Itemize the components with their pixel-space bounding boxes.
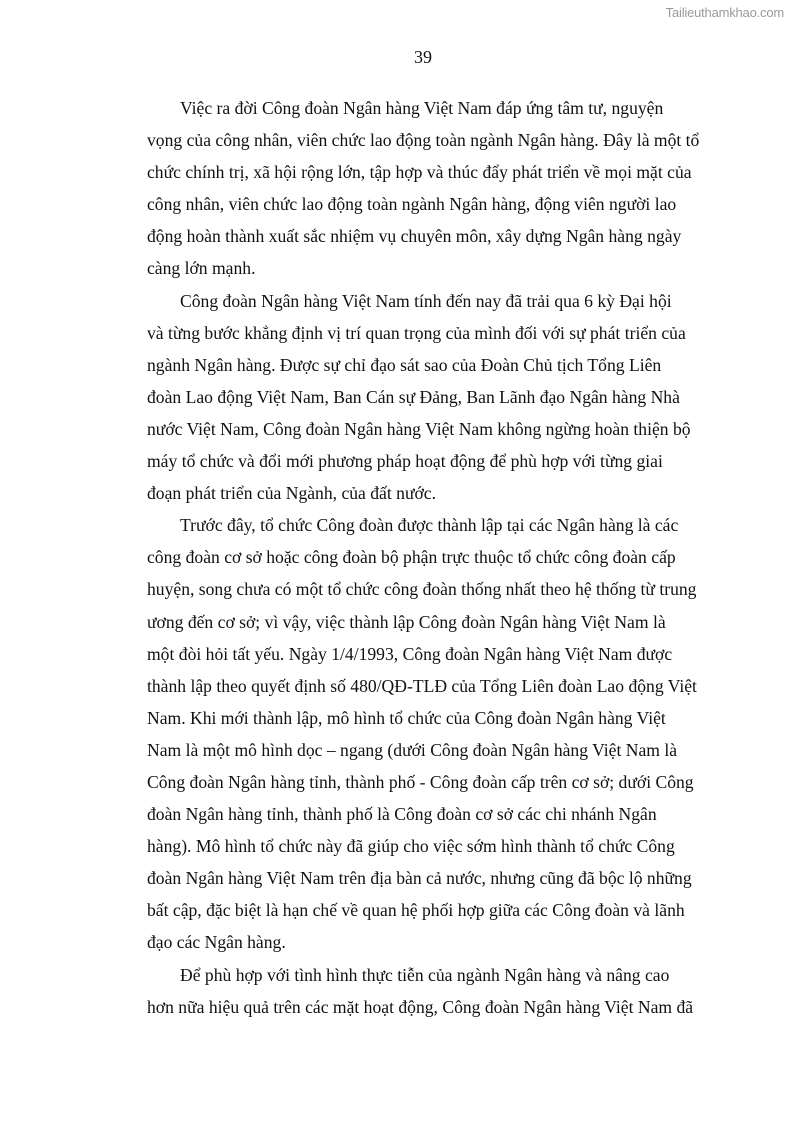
text-line: Để phù hợp với tình hình thực tiễn của ngành Ngân hàng và nâng cao [180, 964, 670, 985]
paragraph [147, 92, 700, 285]
text-line: một đòi hỏi tất yếu. Ngày 1/4/1993, Công đoàn Ngân hàng Việt Nam được [147, 643, 673, 664]
text-line: ngành Ngân hàng. Được sự chỉ đạo sát sao của Đoàn Chủ tịch Tổng Liên [147, 354, 662, 375]
document-body [147, 92, 700, 1023]
text-line: Công đoàn Ngân hàng tỉnh, thành phố - Công đoàn cấp trên cơ sở; dưới Công [147, 771, 694, 792]
text-line: đạo các Ngân hàng. [147, 932, 286, 953]
text-line: Công đoàn Ngân hàng Việt Nam tính đến nay đã trải qua 6 kỳ Đại hội [180, 290, 672, 311]
watermark: Tailieuthamkhao.com [665, 5, 784, 20]
text-line: động hoàn thành xuất sắc nhiệm vụ chuyên môn, xây dựng Ngân hàng ngày [147, 226, 682, 247]
text-line: công đoàn cơ sở hoặc công đoàn bộ phận trực thuộc tổ chức công đoàn cấp [147, 547, 676, 568]
text-line: Việc ra đời Công đoàn Ngân hàng Việt Nam đáp ứng tâm tư, nguyện [180, 98, 664, 118]
text-line: vọng của công nhân, viên chức lao động toàn ngành Ngân hàng. Đây là một tổ [147, 130, 700, 151]
page-number: 39 [414, 47, 432, 67]
paragraph [147, 509, 697, 958]
text-line: chức chính trị, xã hội rộng lớn, tập hợp và thúc đẩy phát triển về mọi mặt của [147, 162, 692, 183]
text-line: đoàn Lao động Việt Nam, Ban Cán sự Đảng, Ban Lãnh đạo Ngân hàng Nhà [147, 386, 680, 407]
text-line: Nam là một mô hình dọc – ngang (dưới Công đoàn Ngân hàng Việt Nam là [147, 739, 678, 760]
text-line: nước Việt Nam, Công đoàn Ngân hàng Việt Nam không ngừng hoàn thiện bộ [147, 418, 691, 439]
text-line: đoàn Ngân hàng tỉnh, thành phố là Công đoàn cơ sở các chi nhánh Ngân [147, 804, 657, 825]
text-line: đoàn Ngân hàng Việt Nam trên địa bàn cả nước, nhưng cũng đã bộc lộ những [147, 868, 692, 889]
text-line: ương đến cơ sở; vì vậy, việc thành lập Công đoàn Ngân hàng Việt Nam là [147, 611, 666, 632]
text-line: Trước đây, tổ chức Công đoàn được thành lập tại các Ngân hàng là các [180, 515, 679, 536]
text-line: hơn nữa hiệu quả trên các mặt hoạt động, Công đoàn Ngân hàng Việt Nam đã [147, 996, 694, 1017]
paragraph [147, 959, 694, 1023]
text-line: hàng). Mô hình tổ chức này đã giúp cho việc sớm hình thành tổ chức Công [147, 836, 675, 857]
text-line: thành lập theo quyết định số 480/QĐ-TLĐ của Tổng Liên đoàn Lao động Việt [147, 675, 697, 696]
text-line: đoạn phát triển của Ngành, của đất nước. [147, 483, 436, 504]
paragraph [147, 285, 691, 510]
text-line: công nhân, viên chức lao động toàn ngành Ngân hàng, động viên người lao [147, 194, 677, 215]
text-line: càng lớn mạnh. [147, 258, 256, 279]
text-line: bất cập, đặc biệt là hạn chế về quan hệ phối hợp giữa các Công đoàn và lãnh [147, 900, 685, 921]
text-line: Nam. Khi mới thành lập, mô hình tổ chức của Công đoàn Ngân hàng Việt [147, 707, 666, 728]
text-line: huyện, song chưa có một tổ chức công đoàn thống nhất theo hệ thống từ trung [147, 579, 697, 600]
text-line: và từng bước khẳng định vị trí quan trọng của mình đối với sự phát triển của [147, 322, 686, 343]
text-line: máy tổ chức và đổi mới phương pháp hoạt động để phù hợp với từng giai [147, 451, 663, 472]
